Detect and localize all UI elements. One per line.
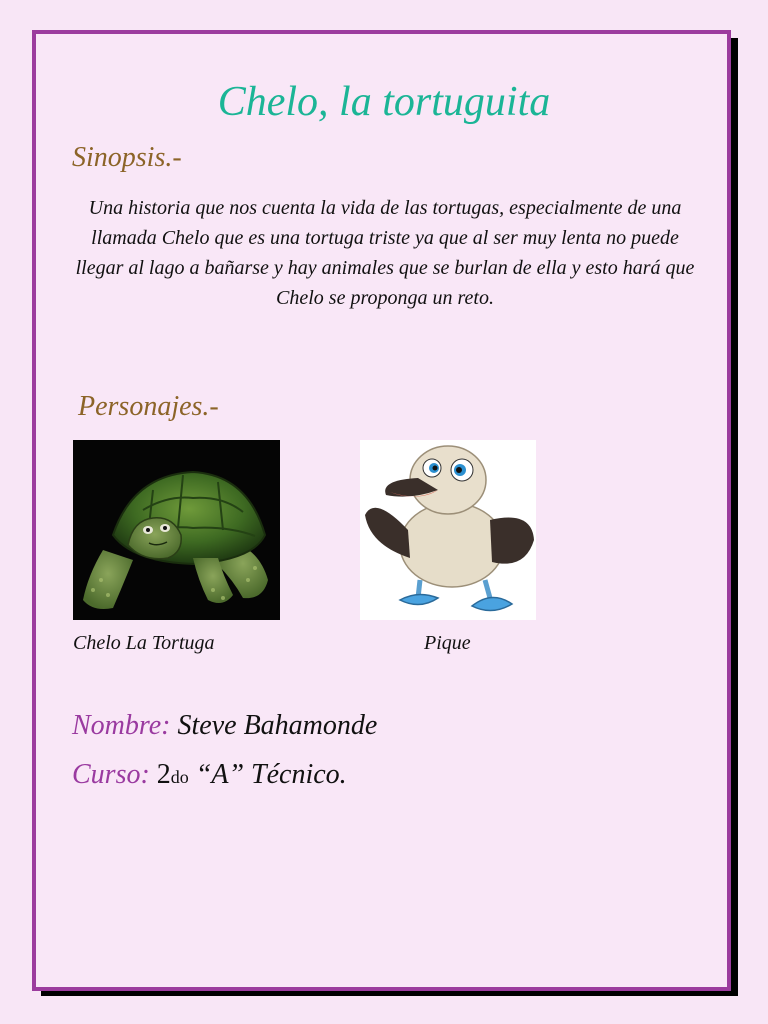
turtle-caption: Chelo La Tortuga (73, 632, 215, 654)
course-suffix: do (170, 767, 189, 787)
synopsis-heading: Sinopsis.- (72, 142, 182, 173)
turtle-image (73, 440, 280, 620)
name-value: Steve Bahamonde (177, 710, 378, 741)
course-row (72, 759, 347, 791)
synopsis-text: Una historia que nos cuenta la vida de las tortugas, especialmente de una llamada Chelo que es una tortuga triste ya que al ser muy lenta no puede llegar al lago a bañarse y hay animales que se burlan de ella y esto hará que Chelo se proponga un reto. (75, 197, 695, 309)
course-number: 2 (156, 759, 171, 790)
turtle-icon (73, 440, 280, 620)
course-label: Curso: (72, 759, 150, 790)
course-rest: “A” Técnico. (195, 759, 347, 790)
bird-icon (360, 440, 536, 620)
bird-image (360, 440, 536, 620)
name-row (72, 710, 377, 742)
name-label: Nombre: (72, 710, 171, 741)
characters-heading: Personajes.- (78, 391, 219, 422)
document-title: Chelo, la tortuguita (217, 79, 551, 125)
bird-caption: Pique (424, 632, 471, 654)
